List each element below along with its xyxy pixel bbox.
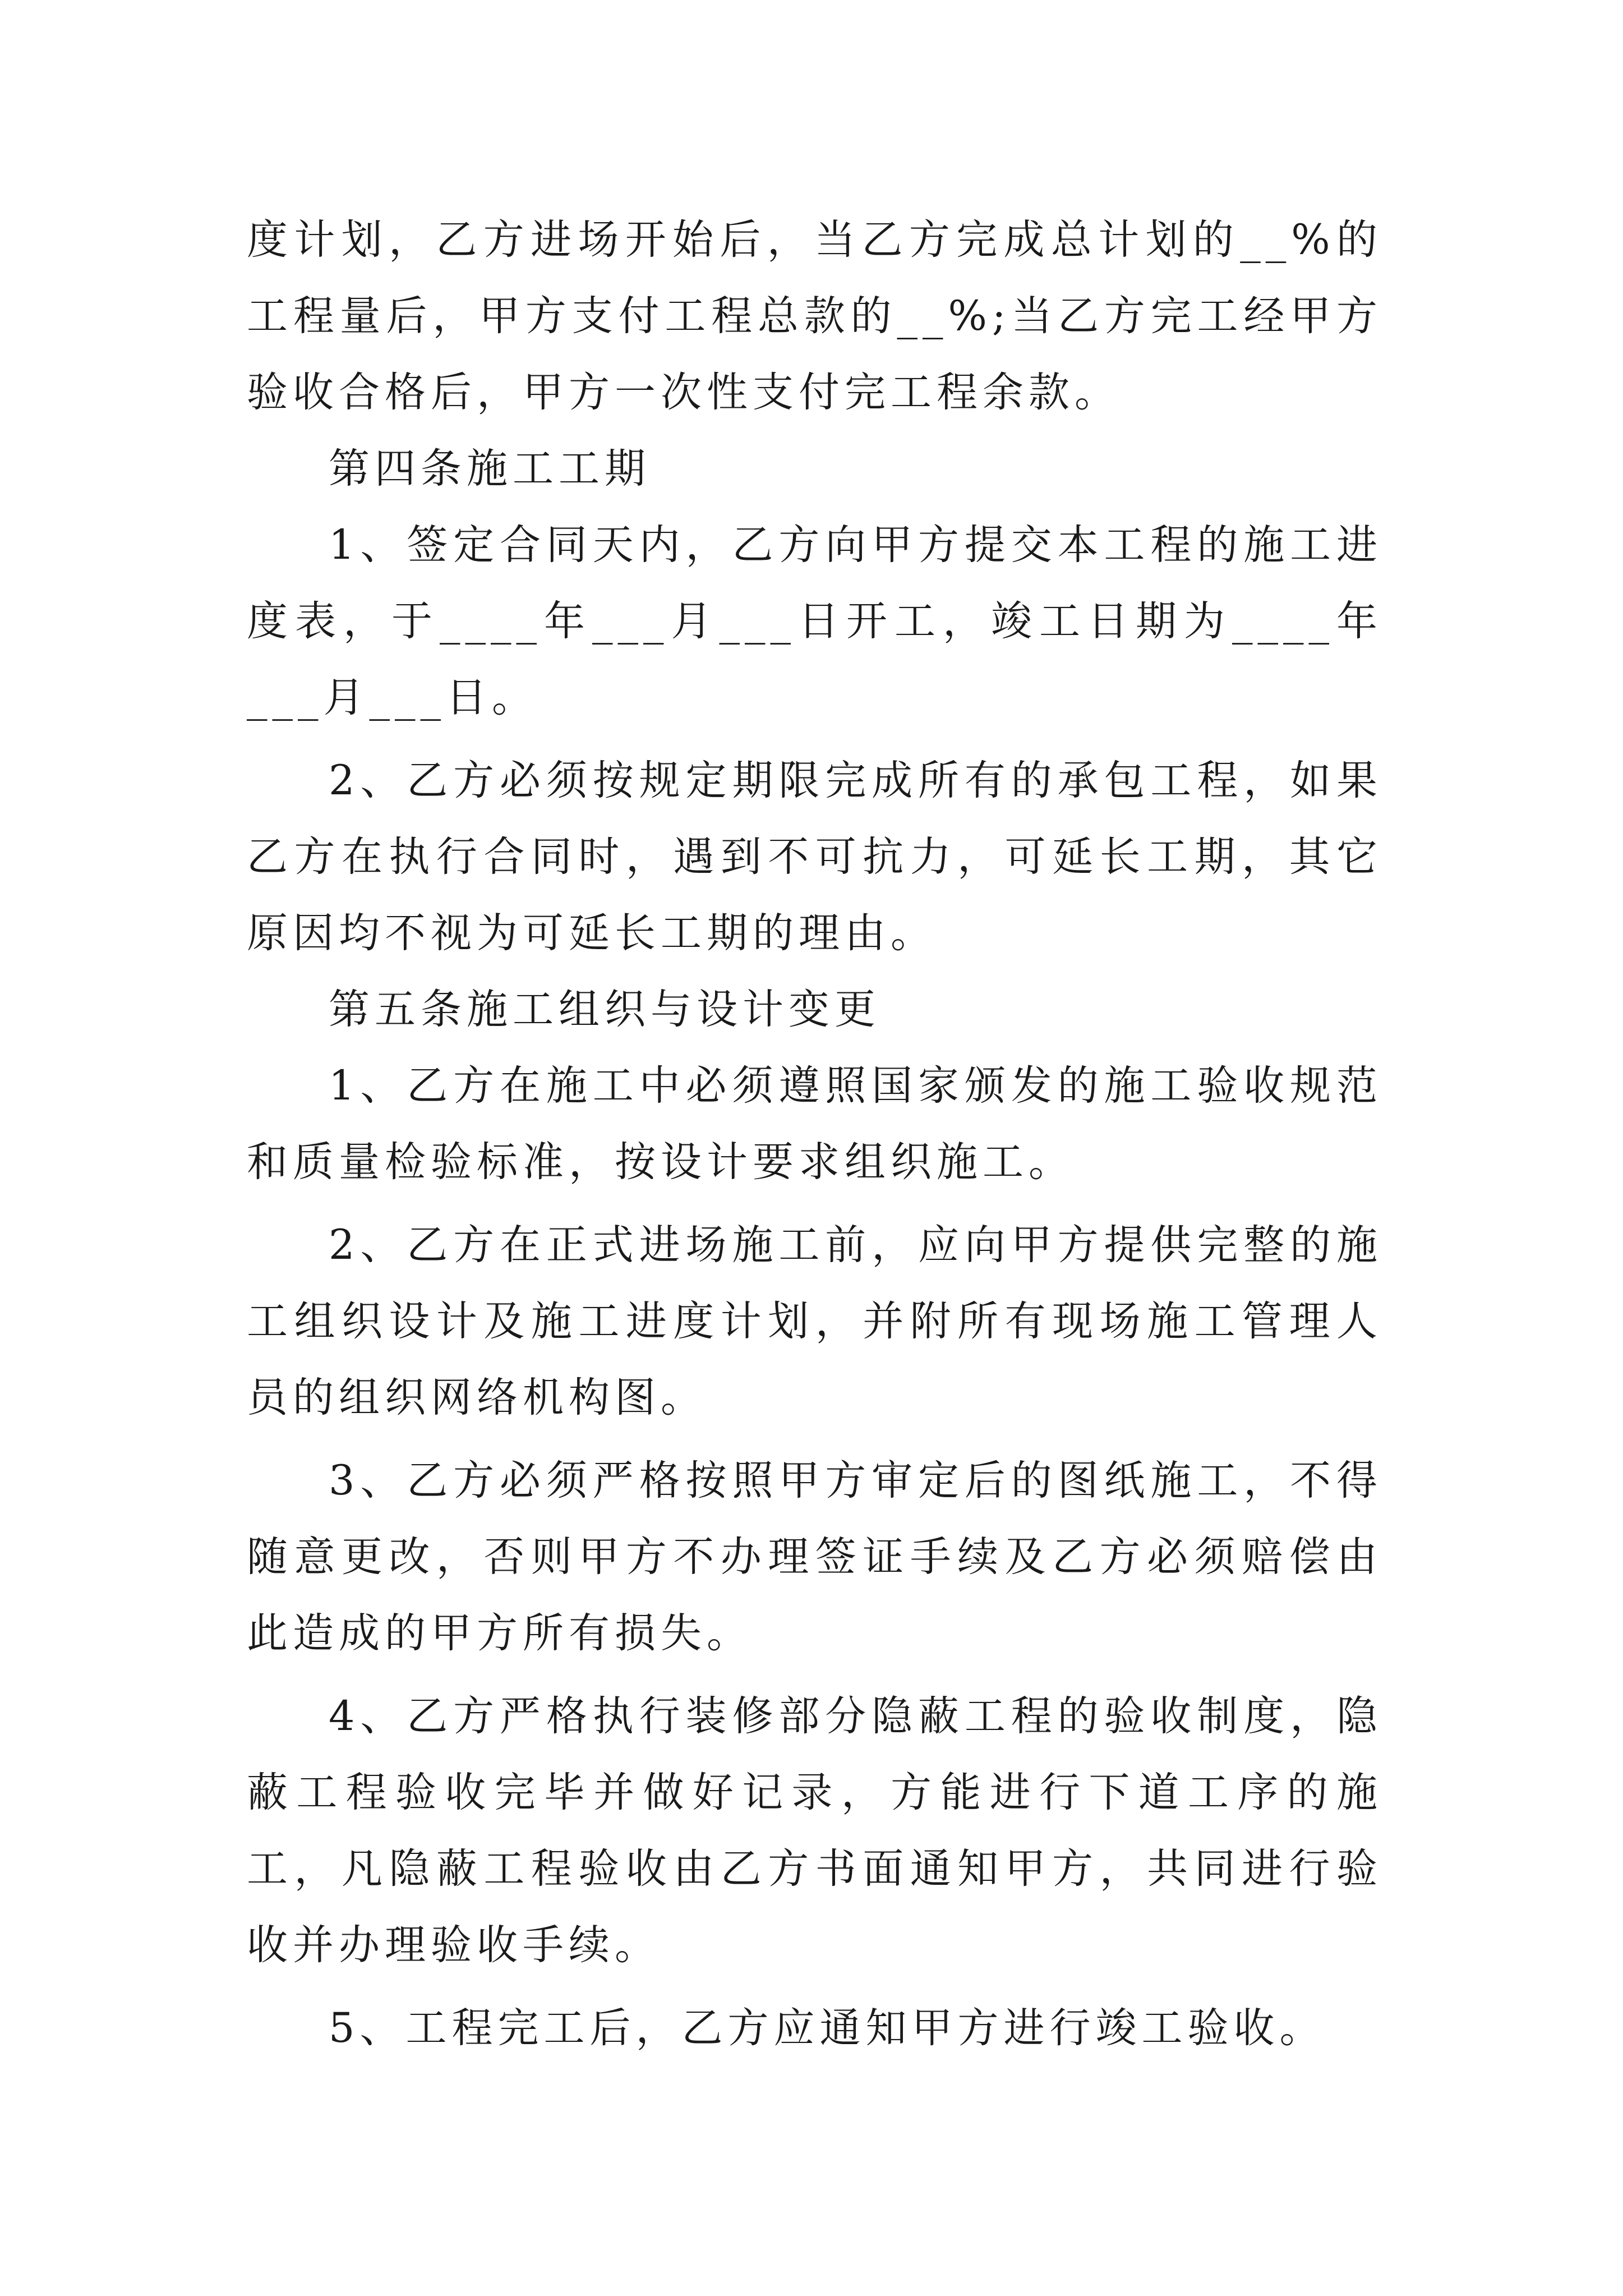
paragraph-article-5-item-4: 4、乙方严格执行装修部分隐蔽工程的验收制度，隐蔽工程验收完毕并做好记录，方能进行下道工序的施工，凡隐蔽工程验收由乙方书面通知甲方，共同进行验收并办理验收手续。 xyxy=(247,1692,1382,1969)
paragraph-article-5-item-5: 5、工程完工后，乙方应通知甲方进行竣工验收。 xyxy=(329,2004,1326,2052)
paragraph-article-5-item-1: 1、乙方在施工中必须遵照国家颁发的施工验收规范和质量检验标准，按设计要求组织施工。 xyxy=(247,1062,1382,1186)
paragraph-article-4-item-2: 2、乙方必须按规定期限完成所有的承包工程，如果乙方在执行合同时，遇到不可抗力，可延长工期，其它原因均不视为可延长工期的理由。 xyxy=(247,757,1382,957)
paragraph-article-5-item-2: 2、乙方在正式进场施工前，应向甲方提供完整的施工组织设计及施工进度计划，并附所有现场施工管理人员的组织网络机构图。 xyxy=(247,1221,1382,1421)
paragraph-article-4-item-1: 1、签定合同天内，乙方向甲方提交本工程的施工进度表，于____年___月___日开工，竣工日期为____年___月___日。 xyxy=(247,521,1382,721)
heading-article-4: 第四条施工工期 xyxy=(329,445,651,493)
document-body xyxy=(247,202,1382,2067)
paragraph-payment-continued: 度计划，乙方进场开始后，当乙方完成总计划的__%的工程量后，甲方支付工程总款的__%;当乙方完工经甲方验收合格后，甲方一次性支付完工程余款。 xyxy=(247,216,1382,416)
heading-article-5: 第五条施工组织与设计变更 xyxy=(329,986,880,1033)
paragraph-article-5-item-3: 3、乙方必须严格按照甲方审定后的图纸施工，不得随意更改，否则甲方不办理签证手续及乙方必须赔偿由此造成的甲方所有损失。 xyxy=(247,1457,1382,1657)
